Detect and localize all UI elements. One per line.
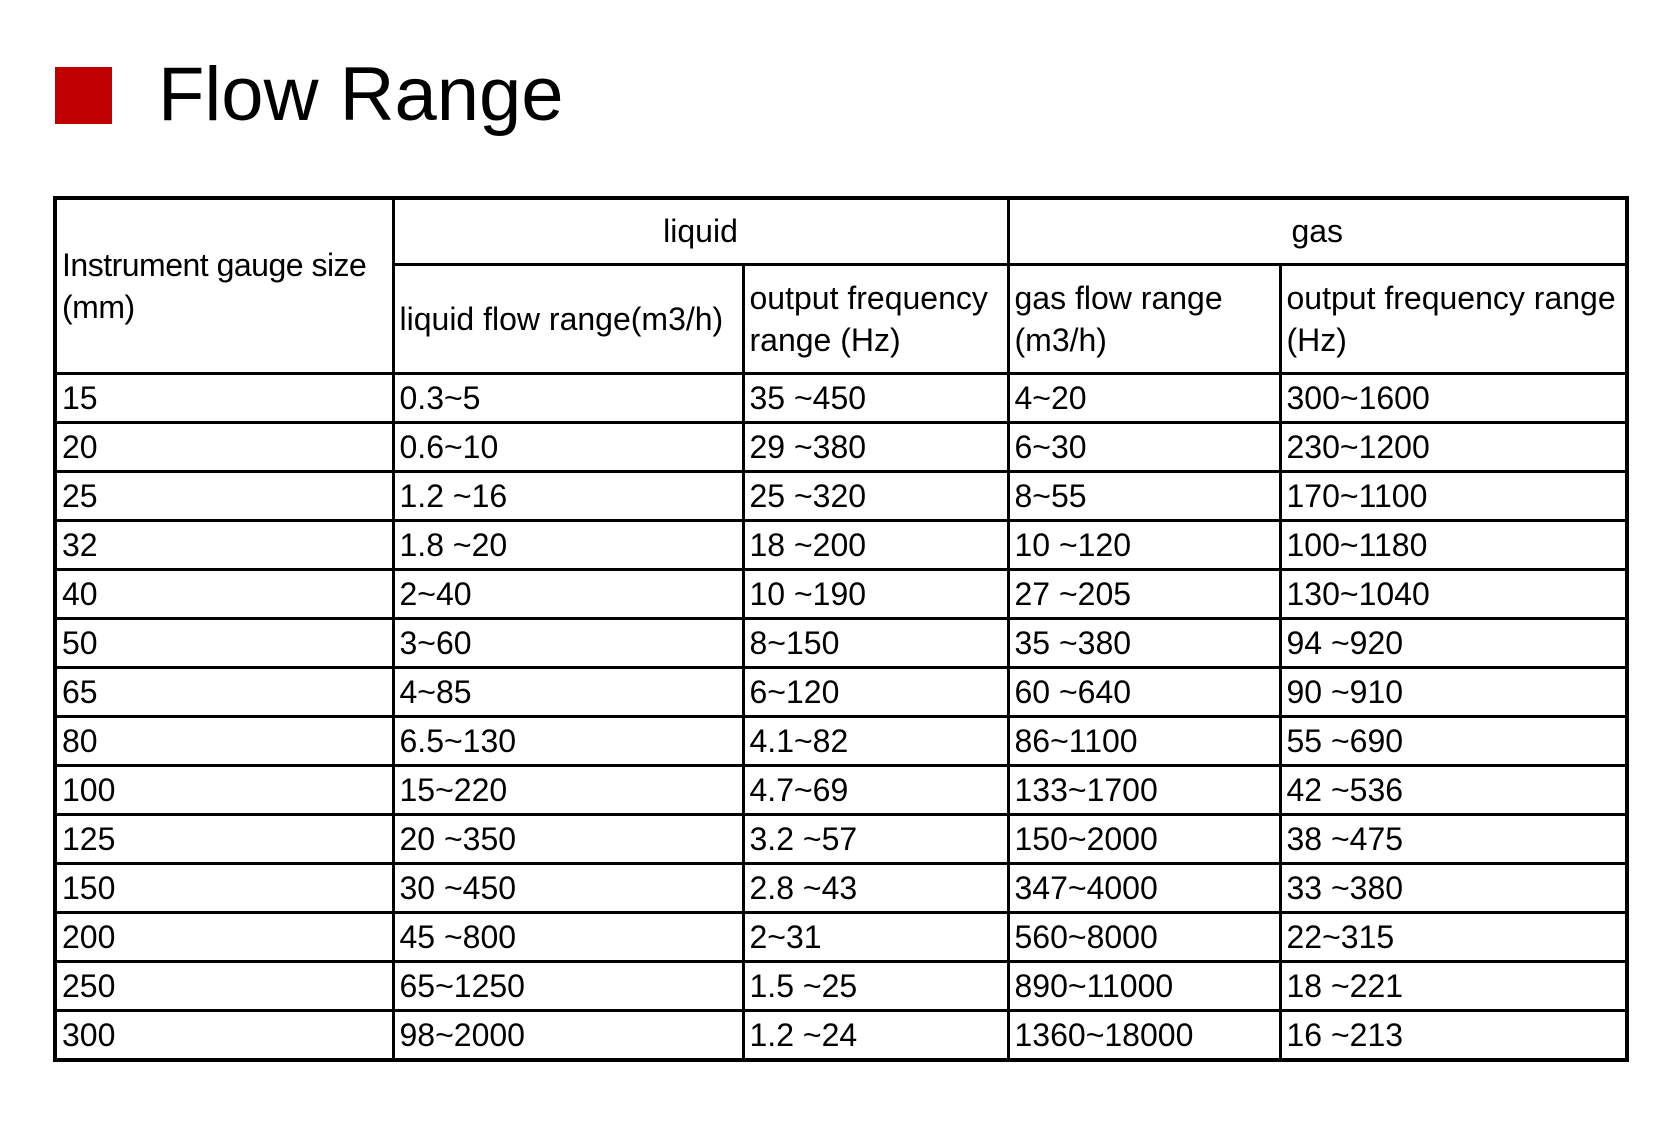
cell-gas-flow-range: 150~2000 (1008, 815, 1280, 864)
header-group-gas: gas (1008, 198, 1627, 265)
cell-liquid-output-frequency: 6~120 (743, 668, 1008, 717)
header-instrument-gauge-size: Instrument gauge size (mm) (55, 198, 393, 374)
cell-gas-output-frequency: 33 ~380 (1280, 864, 1627, 913)
cell-liquid-output-frequency: 4.1~82 (743, 717, 1008, 766)
cell-liquid-flow-range: 15~220 (393, 766, 743, 815)
table-row (55, 717, 1627, 766)
cell-gas-output-frequency: 100~1180 (1280, 521, 1627, 570)
header-liquid-output-frequency: output frequency range (Hz) (743, 265, 1008, 374)
table-row (55, 815, 1627, 864)
cell-liquid-flow-range: 4~85 (393, 668, 743, 717)
cell-gas-output-frequency: 94 ~920 (1280, 619, 1627, 668)
cell-liquid-flow-range: 0.6~10 (393, 423, 743, 472)
cell-gas-flow-range: 8~55 (1008, 472, 1280, 521)
cell-liquid-output-frequency: 1.2 ~24 (743, 1011, 1008, 1061)
cell-liquid-flow-range: 20 ~350 (393, 815, 743, 864)
cell-gauge-size: 250 (55, 962, 393, 1011)
cell-liquid-output-frequency: 25 ~320 (743, 472, 1008, 521)
cell-gauge-size: 32 (55, 521, 393, 570)
table-row (55, 913, 1627, 962)
cell-gas-flow-range: 133~1700 (1008, 766, 1280, 815)
table-row (55, 619, 1627, 668)
flow-range-table (53, 196, 1629, 1062)
header-gas-flow-range: gas flow range (m3/h) (1008, 265, 1280, 374)
cell-gauge-size: 100 (55, 766, 393, 815)
cell-gauge-size: 50 (55, 619, 393, 668)
table-row (55, 423, 1627, 472)
cell-gas-output-frequency: 90 ~910 (1280, 668, 1627, 717)
cell-liquid-flow-range: 0.3~5 (393, 374, 743, 423)
cell-gauge-size: 20 (55, 423, 393, 472)
table-body (55, 374, 1627, 1061)
cell-gas-flow-range: 560~8000 (1008, 913, 1280, 962)
cell-gas-flow-range: 890~11000 (1008, 962, 1280, 1011)
cell-liquid-flow-range: 1.8 ~20 (393, 521, 743, 570)
cell-gas-flow-range: 86~1100 (1008, 717, 1280, 766)
cell-liquid-flow-range: 30 ~450 (393, 864, 743, 913)
cell-liquid-output-frequency: 29 ~380 (743, 423, 1008, 472)
cell-gas-output-frequency: 55 ~690 (1280, 717, 1627, 766)
cell-gas-output-frequency: 18 ~221 (1280, 962, 1627, 1011)
cell-liquid-flow-range: 6.5~130 (393, 717, 743, 766)
cell-liquid-output-frequency: 35 ~450 (743, 374, 1008, 423)
cell-liquid-output-frequency: 8~150 (743, 619, 1008, 668)
cell-liquid-flow-range: 1.2 ~16 (393, 472, 743, 521)
cell-gauge-size: 125 (55, 815, 393, 864)
table-row (55, 1011, 1627, 1061)
cell-gas-flow-range: 4~20 (1008, 374, 1280, 423)
cell-gas-output-frequency: 16 ~213 (1280, 1011, 1627, 1061)
cell-gas-flow-range: 1360~18000 (1008, 1011, 1280, 1061)
header-liquid-flow-range: liquid flow range(m3/h) (393, 265, 743, 374)
cell-gas-output-frequency: 130~1040 (1280, 570, 1627, 619)
cell-liquid-output-frequency: 3.2 ~57 (743, 815, 1008, 864)
table-row (55, 766, 1627, 815)
table-row (55, 472, 1627, 521)
cell-gauge-size: 80 (55, 717, 393, 766)
cell-gas-flow-range: 60 ~640 (1008, 668, 1280, 717)
table-row (55, 570, 1627, 619)
header-group-liquid: liquid (393, 198, 1008, 265)
cell-gauge-size: 40 (55, 570, 393, 619)
table-row (55, 521, 1627, 570)
cell-gas-flow-range: 6~30 (1008, 423, 1280, 472)
table-row (55, 962, 1627, 1011)
cell-gas-output-frequency: 38 ~475 (1280, 815, 1627, 864)
cell-liquid-output-frequency: 4.7~69 (743, 766, 1008, 815)
table-row (55, 668, 1627, 717)
cell-gauge-size: 25 (55, 472, 393, 521)
cell-gas-flow-range: 10 ~120 (1008, 521, 1280, 570)
cell-liquid-output-frequency: 1.5 ~25 (743, 962, 1008, 1011)
table-row (55, 864, 1627, 913)
cell-gas-output-frequency: 300~1600 (1280, 374, 1627, 423)
cell-gas-flow-range: 27 ~205 (1008, 570, 1280, 619)
cell-gauge-size: 65 (55, 668, 393, 717)
cell-gas-output-frequency: 170~1100 (1280, 472, 1627, 521)
cell-gas-flow-range: 35 ~380 (1008, 619, 1280, 668)
cell-liquid-output-frequency: 2.8 ~43 (743, 864, 1008, 913)
cell-gauge-size: 150 (55, 864, 393, 913)
header-gas-output-frequency: output frequency range (Hz) (1280, 265, 1627, 374)
page-title: Flow Range (158, 52, 564, 137)
cell-liquid-output-frequency: 18 ~200 (743, 521, 1008, 570)
cell-liquid-output-frequency: 10 ~190 (743, 570, 1008, 619)
cell-liquid-flow-range: 65~1250 (393, 962, 743, 1011)
title-marker-square (55, 67, 112, 124)
cell-gas-output-frequency: 42 ~536 (1280, 766, 1627, 815)
cell-liquid-flow-range: 45 ~800 (393, 913, 743, 962)
cell-gauge-size: 200 (55, 913, 393, 962)
table-header (55, 198, 1627, 374)
cell-gas-output-frequency: 22~315 (1280, 913, 1627, 962)
cell-gas-flow-range: 347~4000 (1008, 864, 1280, 913)
cell-gauge-size: 15 (55, 374, 393, 423)
cell-liquid-output-frequency: 2~31 (743, 913, 1008, 962)
group-header-row (55, 198, 1627, 265)
cell-liquid-flow-range: 2~40 (393, 570, 743, 619)
cell-gauge-size: 300 (55, 1011, 393, 1061)
table-row (55, 374, 1627, 423)
cell-gas-output-frequency: 230~1200 (1280, 423, 1627, 472)
cell-liquid-flow-range: 98~2000 (393, 1011, 743, 1061)
cell-liquid-flow-range: 3~60 (393, 619, 743, 668)
